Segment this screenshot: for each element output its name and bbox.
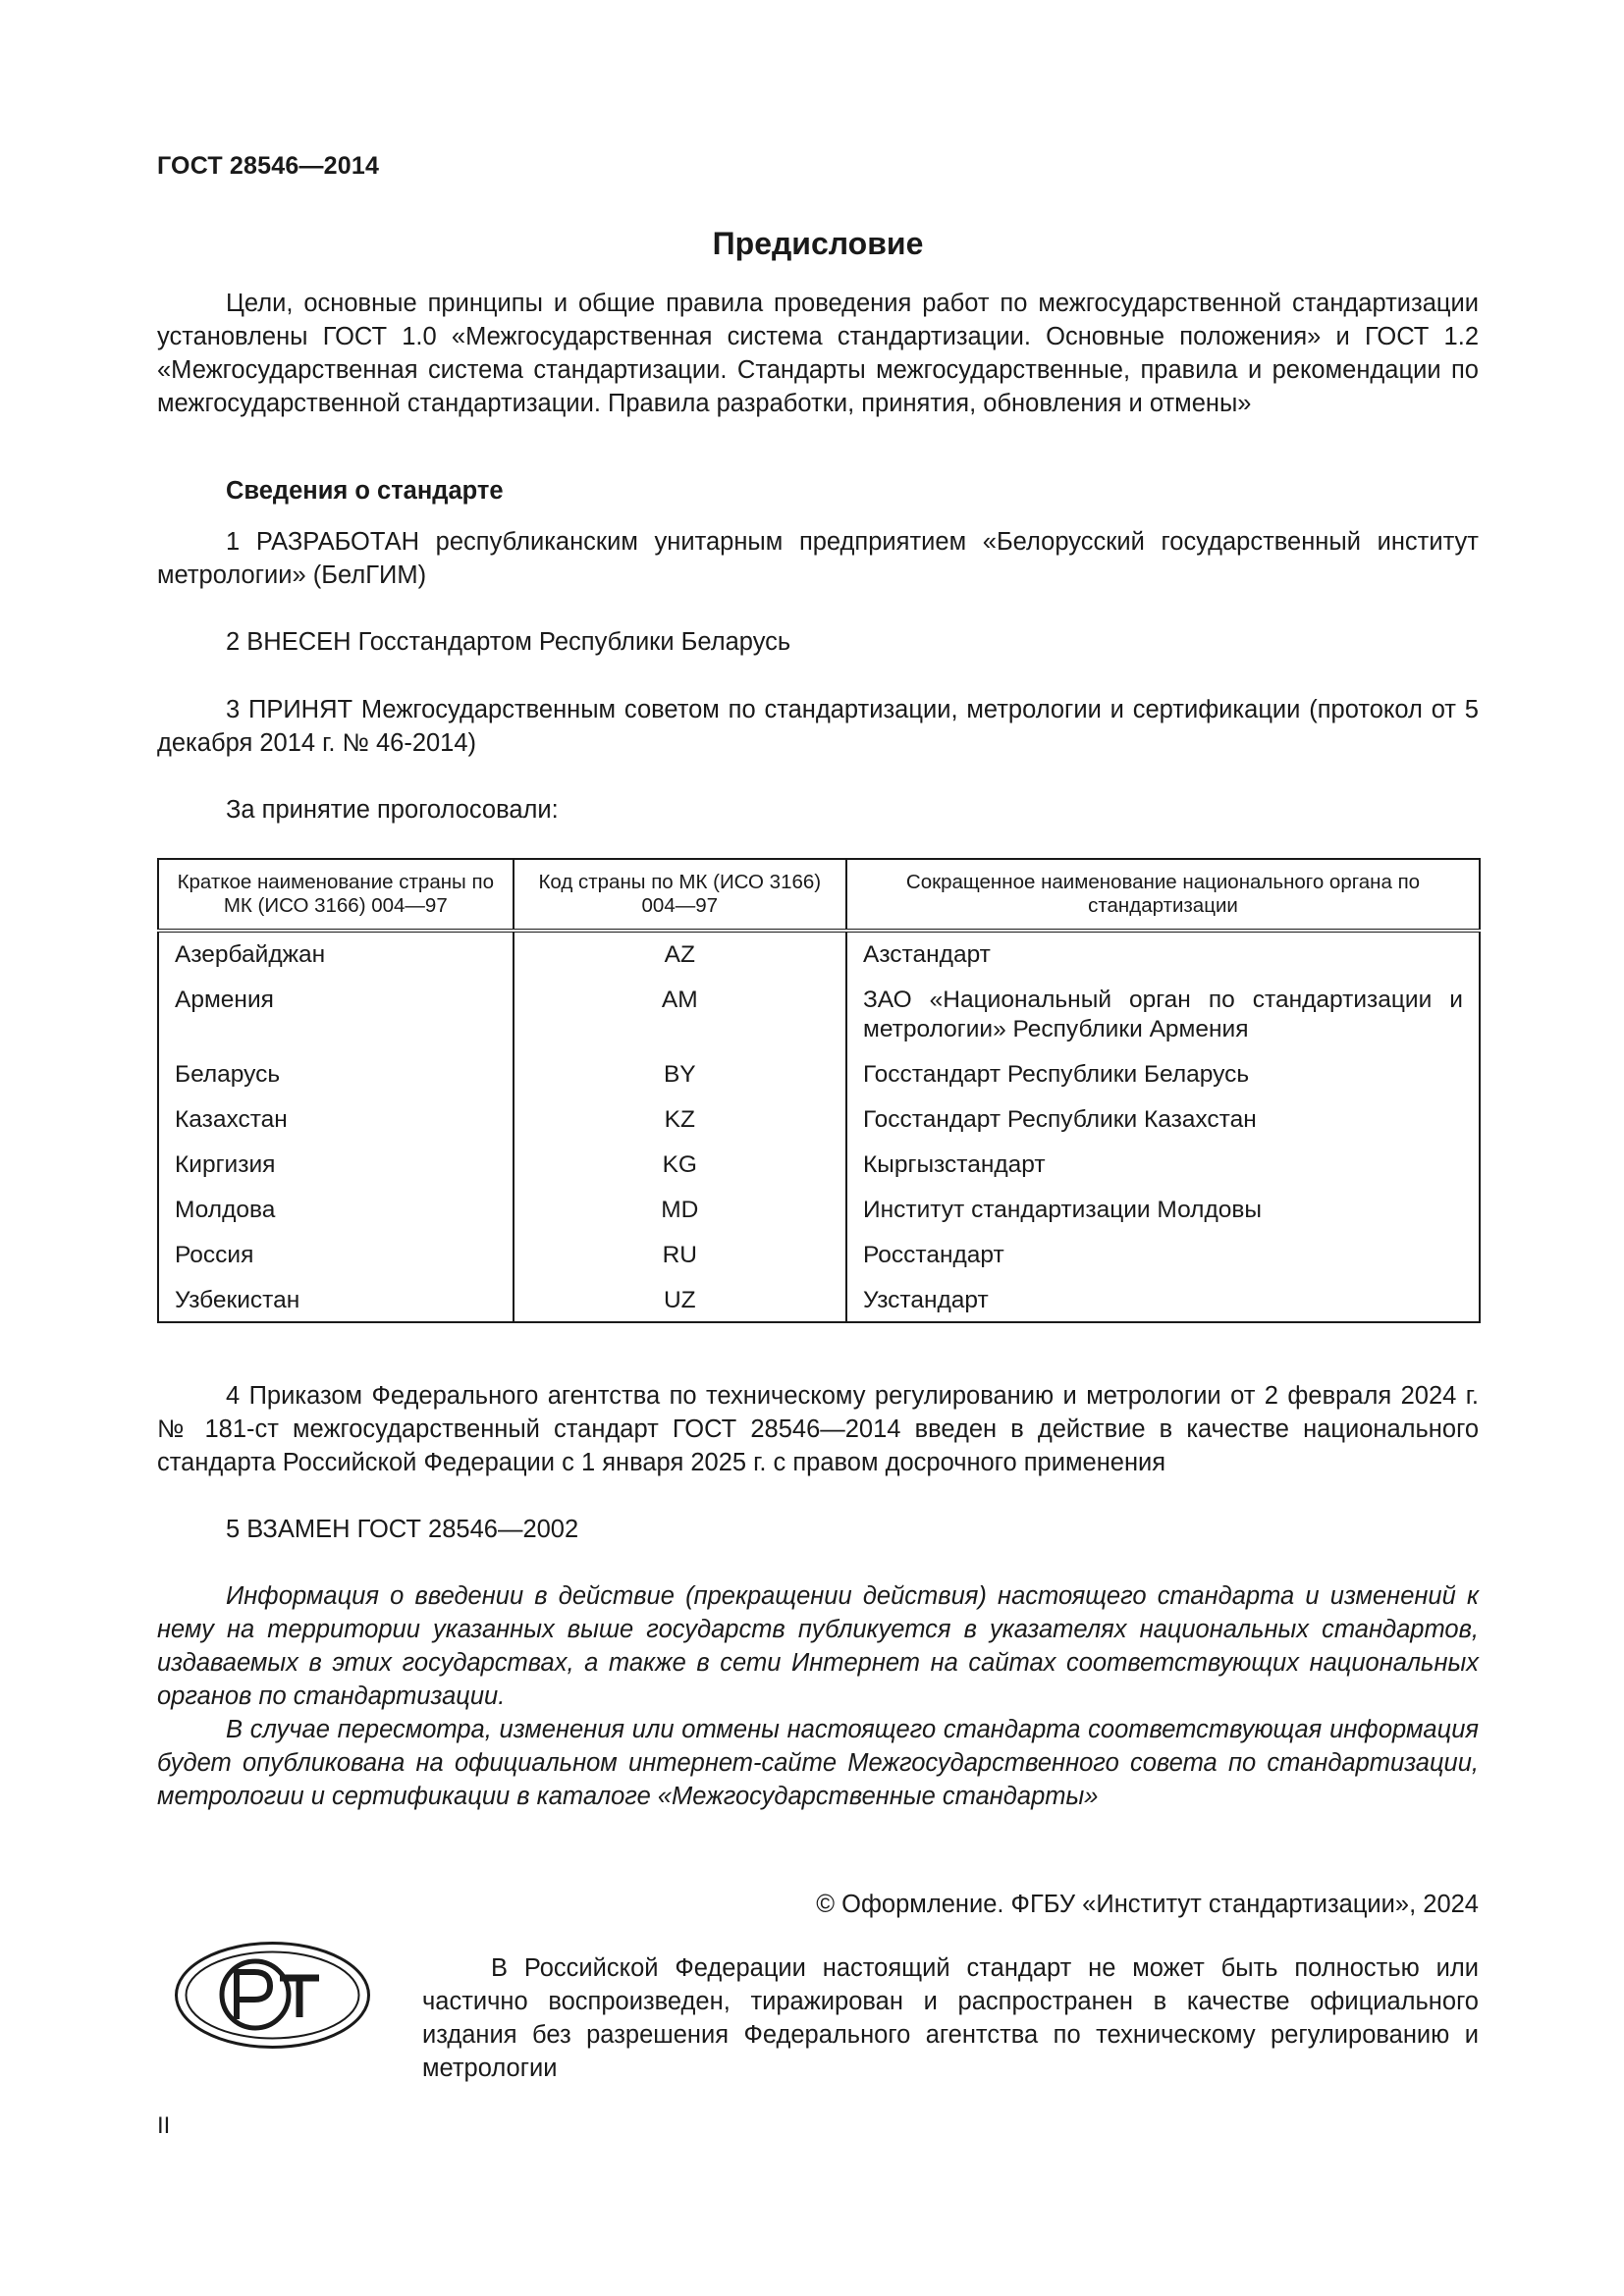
country-cell: Казахстан — [158, 1097, 514, 1143]
item-2-introduced: 2 ВНЕСЕН Госстандартом Республики Беларусь — [226, 628, 791, 656]
country-cell: Киргизия — [158, 1143, 514, 1188]
country-cell: Азербайджан — [158, 931, 514, 978]
org-cell: Узстандарт — [846, 1278, 1480, 1322]
org-cell: ЗАО «Национальный орган по стандартизации и метрологии» Республики Армения — [846, 978, 1480, 1052]
header-country-name: Краткое наименование страны по МК (ИСО 3166) 004—97 — [158, 859, 514, 931]
copyright-line: © Оформление. ФГБУ «Институт стандартизации», 2024 — [816, 1891, 1479, 1918]
table-header-row — [158, 859, 1480, 931]
info-heading: Сведения о стандарте — [226, 477, 504, 505]
voting-countries-table — [157, 858, 1481, 1323]
org-cell: Институт стандартизации Молдовы — [846, 1188, 1480, 1233]
rst-logo-svg — [172, 1939, 373, 2052]
org-cell: Росстандарт — [846, 1233, 1480, 1278]
reproduction-notice: В Российской Федерации настоящий стандарт не может быть полностью или частично воспроизведен, тиражирован и распространен в качестве официального издания без разрешения Федерального агентства по техническому регулированию и метрологии — [422, 1954, 1479, 2082]
code-cell: MD — [514, 1188, 846, 1233]
table-row — [158, 1143, 1480, 1188]
org-cell: Госстандарт Республики Беларусь — [846, 1052, 1480, 1097]
table-row — [158, 1233, 1480, 1278]
org-cell: Госстандарт Республики Казахстан — [846, 1097, 1480, 1143]
revision-note-paragraph: В случае пересмотра, изменения или отмены настоящего стандарта соответствующая информация будет опубликована на официальном интернет-сайте Межгосударственного совета по стандартизации, метрологии и сертификации в каталоге «Межгосударственные стандарты» — [157, 1716, 1479, 1810]
code-cell: BY — [514, 1052, 846, 1097]
intro-paragraph: Цели, основные принципы и общие правила проведения работ по межгосударственной стандартизации установлены ГОСТ 1.0 «Межгосударственная система стандартизации. Основные положения» и ГОСТ 1.2 «Межгосударственная система стандартизации. Стандарты межгосударственные, правила и рекомендации по межгосударственной стандартизации. Правила разработки, принятия, обновления и отмены» — [157, 290, 1479, 417]
code-cell: AZ — [514, 931, 846, 978]
table-row — [158, 1188, 1480, 1233]
page-number: II — [157, 2112, 171, 2139]
page-title: Предисловие — [712, 226, 924, 261]
item-1-developed: 1 РАЗРАБОТАН республиканским унитарным предприятием «Белорусский государственный институт метрологии» (БелГИМ) — [157, 528, 1479, 589]
code-cell: UZ — [514, 1278, 846, 1322]
table-row — [158, 1278, 1480, 1322]
code-cell: KG — [514, 1143, 846, 1188]
voted-label: За принятие проголосовали: — [226, 796, 559, 824]
rst-mark-icon — [172, 1939, 373, 2052]
item-5-replaces: 5 ВЗАМЕН ГОСТ 28546—2002 — [226, 1516, 579, 1543]
standard-code: ГОСТ 28546—2014 — [157, 152, 380, 180]
item-4-enacted: 4 Приказом Федерального агентства по техническому регулированию и метрологии от 2 февраля 2024 г. № 181-ст межгосударственный стандарт ГОСТ 28546—2014 введен в действие в качестве национального стандарта Российской Федерации с 1 января 2025 г. с правом досрочного применения — [157, 1382, 1479, 1476]
table-row — [158, 978, 1480, 1052]
country-cell: Россия — [158, 1233, 514, 1278]
item-3-adopted: 3 ПРИНЯТ Межгосударственным советом по стандартизации, метрологии и сертификации (протокол от 5 декабря 2014 г. № 46-2014) — [157, 696, 1479, 757]
header-national-body: Сокращенное наименование национального органа по стандартизации — [846, 859, 1480, 931]
table-row — [158, 1097, 1480, 1143]
country-cell: Узбекистан — [158, 1278, 514, 1322]
country-cell: Беларусь — [158, 1052, 514, 1097]
code-cell: KZ — [514, 1097, 846, 1143]
info-note-paragraph: Информация о введении в действие (прекращении действия) настоящего стандарта и изменений к нему на территории указанных выше государств публикуется в указателях национальных стандартов, издаваемых в этих государствах, а также в сети Интернет на сайтах соответствующих национальных органов по стандартизации. — [157, 1582, 1479, 1710]
country-cell: Молдова — [158, 1188, 514, 1233]
code-cell: AM — [514, 978, 846, 1052]
org-cell: Кыргызстандарт — [846, 1143, 1480, 1188]
code-cell: RU — [514, 1233, 846, 1278]
country-cell: Армения — [158, 978, 514, 1052]
table-row — [158, 931, 1480, 978]
table-row — [158, 1052, 1480, 1097]
org-cell: Азстандарт — [846, 931, 1480, 978]
header-country-code: Код страны по МК (ИСО 3166) 004—97 — [514, 859, 846, 931]
